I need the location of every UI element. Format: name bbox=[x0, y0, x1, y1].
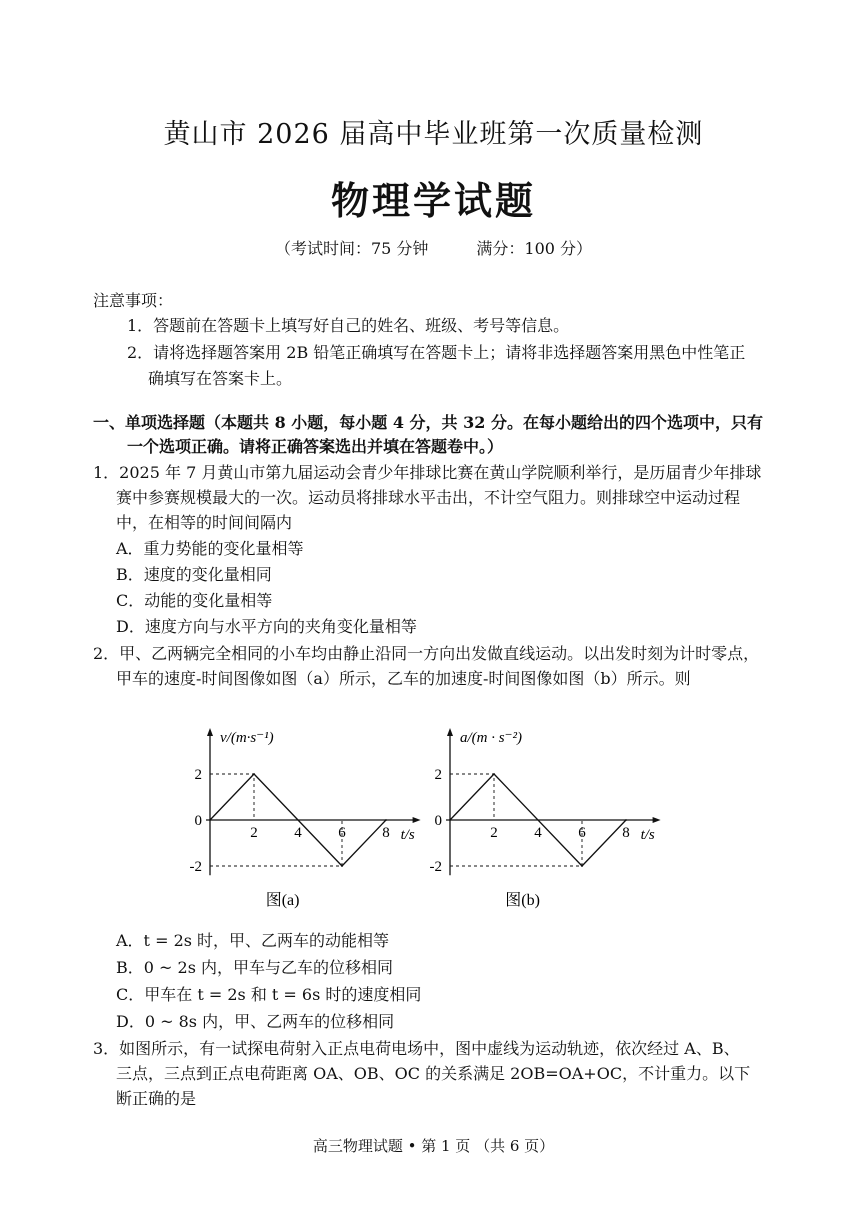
data-point bbox=[449, 819, 451, 821]
notice-heading: 注意事项： bbox=[93, 291, 174, 310]
x-axis-label: t/s bbox=[640, 827, 655, 843]
full-score: 满分：100 分） bbox=[476, 239, 593, 258]
exam-title: 黄山市 2026 届高中毕业班第一次质量检测 bbox=[163, 119, 704, 150]
figure-caption: 图(b) bbox=[505, 892, 540, 909]
data-point bbox=[581, 865, 583, 867]
x-axis-arrow bbox=[413, 817, 421, 823]
q2-stem-line-2: 甲车的速度-时间图像如图（a）所示，乙车的加速度-时间图像如图（b）所示。则 bbox=[116, 669, 691, 688]
q3-stem-line-3: 断正确的是 bbox=[116, 1089, 197, 1108]
data-point bbox=[209, 819, 211, 821]
notice-item-2-line-1: 2．请将选择题答案用 2B 铅笔正确填写在答题卡上；请将非选择题答案用黑色中性笔正 bbox=[127, 343, 746, 362]
q2-option-a: A．t = 2s 时，甲、乙两车的动能相等 bbox=[116, 931, 390, 950]
y-axis-arrow bbox=[207, 728, 213, 736]
x-tick-label: 6 bbox=[338, 825, 346, 841]
q1-option-d: D．速度方向与水平方向的夹角变化量相等 bbox=[116, 617, 417, 636]
x-axis-arrow bbox=[653, 817, 661, 823]
exam-time: （考试时间：75 分钟 bbox=[274, 239, 429, 258]
q1-option-b: B．速度的变化量相同 bbox=[116, 565, 272, 584]
q3-stem-line-2: 三点，三点到正点电荷距离 OA、OB、OC 的关系满足 2OB=OA+OC，不计重力。以下 bbox=[116, 1064, 751, 1083]
data-point bbox=[625, 819, 627, 821]
section-1-line-1: 一、单项选择题（本题共 8 小题，每小题 4 分，共 32 分。在每小题给出的四个选项中，只有 bbox=[93, 413, 763, 432]
y-tick-label: 2 bbox=[194, 767, 202, 783]
y-tick-label: 0 bbox=[194, 813, 202, 829]
y-axis-label: v/(m·s⁻¹) bbox=[220, 730, 274, 746]
y-axis-arrow bbox=[447, 728, 453, 736]
q2-option-d: D．0 ~ 8s 内，甲、乙两车的位移相同 bbox=[116, 1012, 395, 1031]
y-tick-label: -2 bbox=[429, 859, 442, 875]
q2-stem-line-1: 2．甲、乙两辆完全相同的小车均由静止沿同一方向出发做直线运动。以出发时刻为计时零点， bbox=[93, 644, 760, 663]
y-tick-label: -2 bbox=[189, 859, 202, 875]
figure-a bbox=[185, 720, 435, 919]
data-point bbox=[385, 819, 387, 821]
data-point bbox=[341, 865, 343, 867]
y-axis-label: a/(m · s⁻²) bbox=[460, 730, 522, 746]
q3-stem-line-1: 3．如图所示，有一试探电荷射入正点电荷电场中，图中虚线为运动轨迹，依次经过 A、B、 bbox=[93, 1039, 740, 1058]
exam-info bbox=[0, 236, 867, 259]
x-tick-label: 8 bbox=[622, 825, 630, 841]
figure-b bbox=[425, 720, 675, 919]
y-tick-label: 0 bbox=[434, 813, 442, 829]
notice-item-2-line-2: 确填写在答案卡上。 bbox=[148, 369, 293, 388]
data-point bbox=[253, 773, 255, 775]
x-tick-label: 2 bbox=[250, 825, 258, 841]
x-tick-label: 2 bbox=[490, 825, 498, 841]
figure-caption: 图(a) bbox=[265, 892, 300, 909]
q2-option-c: C．甲车在 t = 2s 和 t = 6s 时的速度相同 bbox=[116, 985, 422, 1004]
guide-trough bbox=[210, 820, 342, 866]
data-point bbox=[493, 773, 495, 775]
guide-trough bbox=[450, 820, 582, 866]
x-axis-label: t/s bbox=[400, 827, 415, 843]
q1-stem-line-3: 中，在相等的时间间隔内 bbox=[116, 513, 293, 532]
x-tick-label: 4 bbox=[294, 825, 302, 841]
q1-stem-line-1: 1．2025 年 7 月黄山市第九届运动会青少年排球比赛在黄山学院顺利举行，是历届青少年排球 bbox=[93, 463, 762, 482]
q1-option-c: C．动能的变化量相等 bbox=[116, 591, 273, 610]
section-1-line-2: 一个选项正确。请将正确答案选出并填在答题卷中。） bbox=[127, 437, 504, 456]
x-tick-label: 4 bbox=[534, 825, 542, 841]
q1-option-a: A．重力势能的变化量相等 bbox=[116, 539, 304, 558]
q1-stem-line-2: 赛中参赛规模最大的一次。运动员将排球水平击出，不计空气阻力。则排球空中运动过程 bbox=[116, 488, 741, 507]
page-footer: 高三物理试题 • 第 1 页 （共 6 页） bbox=[312, 1137, 555, 1155]
x-tick-label: 6 bbox=[578, 825, 586, 841]
x-tick-label: 8 bbox=[382, 825, 390, 841]
q2-option-b: B．0 ~ 2s 内，甲车与乙车的位移相同 bbox=[116, 958, 393, 977]
notice-item-1: 1．答题前在答题卡上填写好自己的姓名、班级、考号等信息。 bbox=[127, 316, 570, 335]
y-tick-label: 2 bbox=[434, 767, 442, 783]
subject-title: 物理学试题 bbox=[330, 178, 536, 223]
